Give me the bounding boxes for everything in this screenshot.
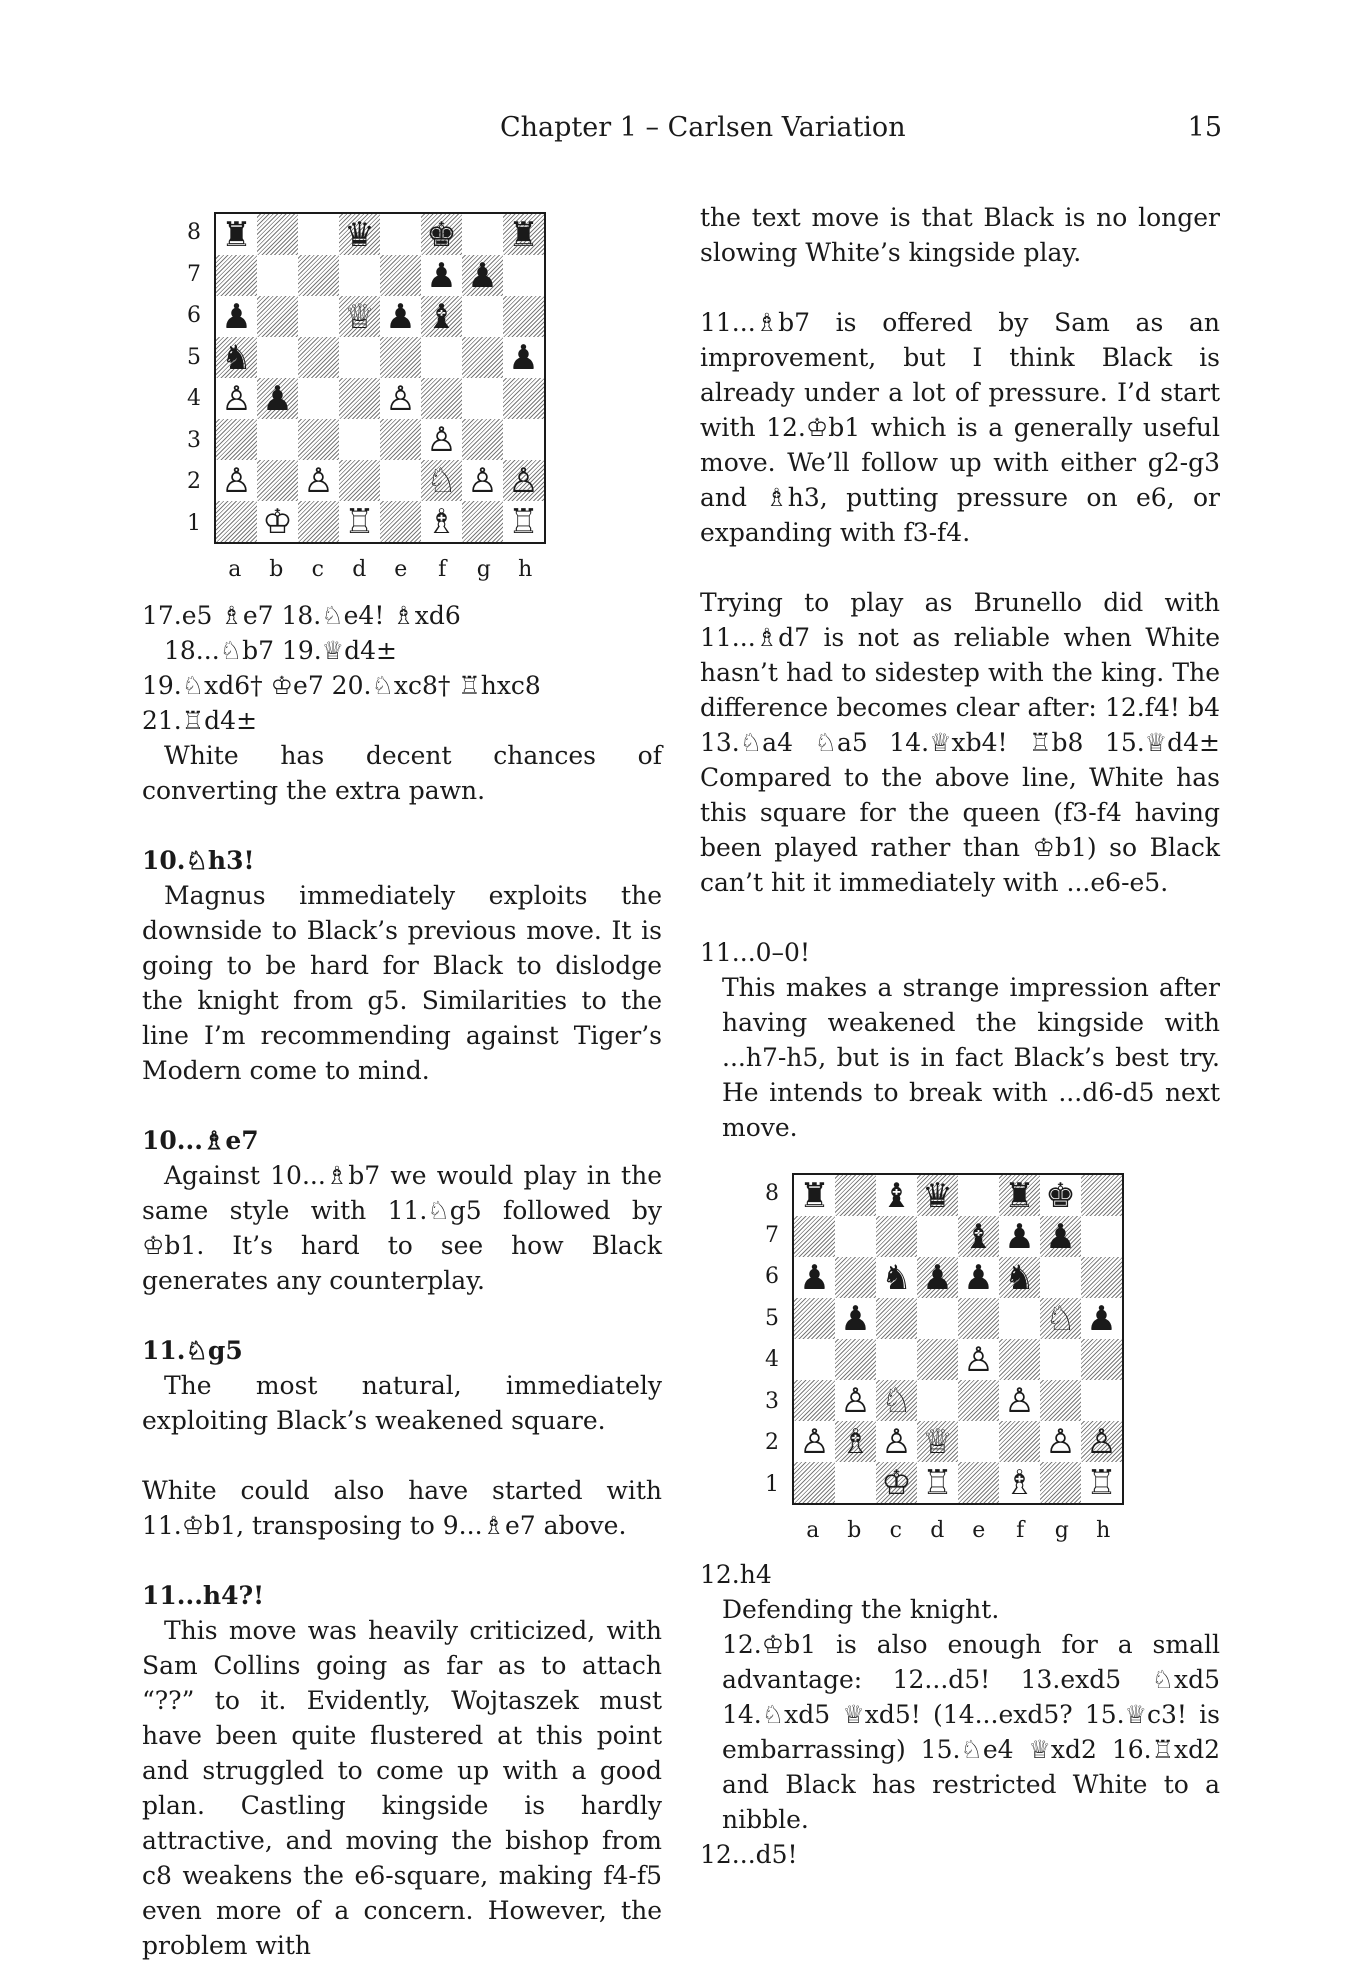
rank-label: 8 — [187, 220, 201, 245]
board-square — [1081, 1298, 1122, 1339]
right-column — [700, 200, 1220, 1872]
board-square — [380, 214, 421, 255]
chess-piece-icon: ♔ — [262, 501, 293, 542]
board-square — [835, 1462, 876, 1503]
rank-label: 1 — [187, 510, 201, 536]
chess-diagram — [762, 1173, 1117, 1553]
board-square — [999, 1462, 1040, 1503]
board-square — [876, 1298, 917, 1339]
board-square — [917, 1216, 958, 1257]
chess-piece-icon: ♙ — [1045, 1421, 1076, 1462]
board-square — [958, 1462, 999, 1503]
file-label: h — [1096, 1518, 1111, 1543]
chess-piece-icon: ♟ — [922, 1257, 953, 1298]
board-square — [257, 337, 298, 378]
comment-paragraph: This move was heavily criticized, with Sam Collins going as far as to attach “??” to it. Evidently, Wojtaszek must have been quite flustered at this point and struggled to come up with a good plan. Castling kingside is hardly attractive, and moving the bishop from c8 weakens the e6-square, making f4-f5 even more of a concern. However, the problem with — [142, 1616, 662, 1960]
chess-piece-icon: ♙ — [1004, 1380, 1035, 1421]
chess-piece-icon: ♟ — [1045, 1216, 1076, 1257]
comment-paragraph: 11...♗b7 is offered by Sam as an improvement, but I think Black is already under a lot of pressure. I’d start with 12.♔b1 which is a generally useful move. We’ll follow up with either g2-g3 and ♗h3, putting pressure on e6, or expanding with f3-f4. — [700, 308, 1220, 547]
file-label: e — [394, 557, 408, 582]
rank-label: 2 — [187, 469, 201, 494]
board-square — [503, 296, 544, 337]
chess-piece-icon: ♕ — [344, 296, 375, 337]
chess-piece-icon: ♙ — [963, 1339, 994, 1380]
board-square — [421, 255, 462, 296]
board-square — [462, 501, 503, 542]
board-square — [917, 1175, 958, 1216]
file-label: f — [438, 557, 447, 582]
rank-label: 8 — [765, 1181, 779, 1206]
board-square — [257, 296, 298, 337]
board-square — [216, 419, 257, 460]
chess-piece-icon: ♙ — [799, 1421, 830, 1462]
rank-label: 4 — [187, 386, 201, 411]
board-square — [1081, 1216, 1122, 1257]
board-square — [503, 255, 544, 296]
board-square — [794, 1175, 835, 1216]
board-square — [958, 1257, 999, 1298]
chess-piece-icon: ♟ — [426, 255, 457, 296]
board-square — [421, 501, 462, 542]
rank-label: 7 — [187, 261, 201, 287]
chess-piece-icon: ♝ — [963, 1216, 994, 1257]
board-square — [421, 296, 462, 337]
board-square — [257, 501, 298, 542]
board-square — [257, 460, 298, 501]
file-label: d — [352, 557, 367, 582]
board-square — [999, 1216, 1040, 1257]
board-square — [298, 296, 339, 337]
running-title: Chapter 1 – Carlsen Variation — [500, 112, 906, 143]
board-square — [339, 337, 380, 378]
board-square — [917, 1462, 958, 1503]
board-square — [917, 1257, 958, 1298]
chess-piece-icon: ♟ — [799, 1257, 830, 1298]
board-square — [380, 296, 421, 337]
chess-piece-icon: ♟ — [385, 296, 416, 337]
chess-piece-icon: ♞ — [881, 1257, 912, 1298]
comment-paragraph: Against 10...♗b7 we would play in the same style with 11.♘g5 followed by ♔b1. It’s hard to see how Black generates any counterplay. — [142, 1161, 662, 1295]
board-square — [1081, 1339, 1122, 1380]
board-square — [298, 460, 339, 501]
chess-piece-icon: ♙ — [881, 1421, 912, 1462]
board-square — [421, 337, 462, 378]
file-label: e — [972, 1518, 986, 1543]
board-square — [794, 1216, 835, 1257]
sub-variation-line: 18...♘b7 19.♕d4± — [164, 636, 397, 665]
board-square — [462, 255, 503, 296]
board-square — [917, 1298, 958, 1339]
comment-paragraph: 12.♔b1 is also enough for a small advantage: 12...d5! 13.exd5 ♘xd5 14.♘xd5 ♕xd5! (14...exd5? 15.♕c3! is embarrassing) 15.♘e4 ♕xd2 16.♖xd2 and Black has restricted White to a nibble. — [722, 1630, 1220, 1834]
board-square — [917, 1380, 958, 1421]
board-square — [958, 1216, 999, 1257]
board-square — [835, 1257, 876, 1298]
chess-piece-icon: ♔ — [881, 1462, 912, 1503]
board-square — [380, 255, 421, 296]
move-line: 11...0–0! — [700, 938, 811, 967]
board-square — [216, 296, 257, 337]
board-square — [1081, 1380, 1122, 1421]
board-square — [1040, 1216, 1081, 1257]
board-square — [999, 1339, 1040, 1380]
board-square — [835, 1339, 876, 1380]
chess-piece-icon: ♖ — [1086, 1462, 1117, 1503]
chess-piece-icon: ♟ — [221, 296, 252, 337]
chess-piece-icon: ♗ — [426, 501, 457, 542]
board-square — [380, 378, 421, 419]
file-label: g — [1054, 1518, 1069, 1543]
board-square — [876, 1257, 917, 1298]
board-square — [958, 1298, 999, 1339]
chess-piece-icon: ♝ — [426, 296, 457, 337]
chess-piece-icon: ♟ — [1004, 1216, 1035, 1257]
board-square — [339, 460, 380, 501]
board-square — [380, 460, 421, 501]
board-square — [216, 501, 257, 542]
file-label: b — [847, 1518, 862, 1543]
rank-label: 6 — [187, 303, 201, 328]
board-square — [216, 337, 257, 378]
file-labels — [792, 1513, 1124, 1548]
board-square — [1040, 1380, 1081, 1421]
board-square — [1040, 1421, 1081, 1462]
board-square — [380, 419, 421, 460]
board-square — [1081, 1257, 1122, 1298]
board-square — [1040, 1175, 1081, 1216]
rank-label: 3 — [187, 427, 201, 453]
board-square — [794, 1298, 835, 1339]
page-number: 15 — [1187, 112, 1222, 143]
left-column — [142, 200, 662, 1963]
chess-piece-icon: ♙ — [467, 460, 498, 501]
chess-piece-icon: ♙ — [508, 460, 539, 501]
chess-piece-icon: ♜ — [508, 214, 539, 255]
board-square — [835, 1298, 876, 1339]
move-heading: 10...♗e7 — [142, 1126, 259, 1155]
board-square — [216, 460, 257, 501]
board-square — [503, 460, 544, 501]
variation-line: 17.e5 ♗e7 18.♘e4! ♗xd6 — [142, 601, 461, 630]
chess-piece-icon: ♚ — [1045, 1175, 1076, 1216]
board-square — [794, 1462, 835, 1503]
board-square — [794, 1421, 835, 1462]
chess-piece-icon: ♜ — [221, 214, 252, 255]
board-square — [1040, 1462, 1081, 1503]
rank-labels — [184, 212, 204, 544]
board-square — [917, 1339, 958, 1380]
board-square — [876, 1216, 917, 1257]
board-square — [917, 1421, 958, 1462]
chess-piece-icon: ♟ — [963, 1257, 994, 1298]
comment-paragraph: Magnus immediately exploits the downside to Black’s previous move. It is going to be hard for Black to dislodge the knight from g5. Similarities to the line I’m recommending against Tiger’s Modern come to mind. — [142, 881, 662, 1085]
board-square — [339, 501, 380, 542]
file-labels — [214, 552, 546, 587]
move-line: 12...d5! — [700, 1840, 798, 1869]
rank-label: 5 — [187, 344, 201, 370]
board-square — [835, 1175, 876, 1216]
board-square — [876, 1380, 917, 1421]
board-square — [1040, 1257, 1081, 1298]
comment-paragraph: White has decent chances of converting the extra pawn. — [142, 741, 662, 805]
chess-piece-icon: ♜ — [1004, 1175, 1035, 1216]
board-square — [835, 1380, 876, 1421]
chess-piece-icon: ♟ — [467, 255, 498, 296]
board-square — [876, 1421, 917, 1462]
board-square — [462, 214, 503, 255]
board-square — [298, 337, 339, 378]
chess-piece-icon: ♘ — [1045, 1298, 1076, 1339]
board-square — [216, 378, 257, 419]
board-square — [1040, 1298, 1081, 1339]
board-square — [339, 296, 380, 337]
chess-piece-icon: ♞ — [221, 337, 252, 378]
board-square — [462, 378, 503, 419]
chess-piece-icon: ♛ — [922, 1175, 953, 1216]
board-square — [257, 255, 298, 296]
board-square — [794, 1257, 835, 1298]
chess-board — [214, 212, 546, 544]
comment-paragraph: Defending the knight. — [722, 1595, 1000, 1624]
file-label: h — [518, 557, 533, 582]
board-square — [257, 214, 298, 255]
board-square — [339, 419, 380, 460]
chess-piece-icon: ♘ — [881, 1380, 912, 1421]
comment-paragraph: The most natural, immediately exploiting Black’s weakened square. — [142, 1371, 662, 1435]
chess-piece-icon: ♙ — [385, 378, 416, 419]
rank-label: 5 — [765, 1305, 779, 1331]
file-label: g — [476, 557, 491, 582]
running-header — [0, 112, 1362, 152]
chess-piece-icon: ♚ — [426, 214, 457, 255]
chess-diagram — [184, 212, 539, 592]
chess-piece-icon: ♛ — [344, 214, 375, 255]
board-square — [958, 1380, 999, 1421]
board-square — [216, 255, 257, 296]
rank-label: 3 — [765, 1388, 779, 1414]
chess-piece-icon: ♙ — [221, 460, 252, 501]
chess-piece-icon: ♙ — [840, 1380, 871, 1421]
chess-piece-icon: ♟ — [508, 337, 539, 378]
board-square — [339, 378, 380, 419]
board-square — [1081, 1175, 1122, 1216]
board-square — [835, 1216, 876, 1257]
board-square — [876, 1175, 917, 1216]
chess-piece-icon: ♟ — [1086, 1298, 1117, 1339]
board-square — [1081, 1421, 1122, 1462]
chess-piece-icon: ♗ — [840, 1421, 871, 1462]
board-square — [421, 419, 462, 460]
board-square — [339, 255, 380, 296]
board-square — [1081, 1462, 1122, 1503]
board-square — [298, 214, 339, 255]
move-heading: 11...h4?! — [142, 1581, 265, 1610]
board-square — [503, 337, 544, 378]
chess-piece-icon: ♜ — [799, 1175, 830, 1216]
move-line: 12.h4 — [700, 1560, 772, 1589]
board-square — [462, 460, 503, 501]
board-square — [794, 1339, 835, 1380]
rank-label: 4 — [765, 1347, 779, 1372]
file-label: d — [930, 1518, 945, 1543]
chess-piece-icon: ♕ — [922, 1421, 953, 1462]
board-square — [958, 1421, 999, 1462]
variation-line: 19.♘xd6† ♔e7 20.♘xc8† ♖hxc8 21.♖d4± — [142, 671, 541, 735]
board-square — [503, 419, 544, 460]
board-square — [462, 296, 503, 337]
board-square — [380, 337, 421, 378]
chess-piece-icon: ♝ — [881, 1175, 912, 1216]
board-square — [999, 1298, 1040, 1339]
board-square — [503, 378, 544, 419]
board-square — [462, 337, 503, 378]
comment-paragraph: White could also have started with 11.♔b1, transposing to 9...♗e7 above. — [142, 1476, 662, 1540]
board-square — [380, 501, 421, 542]
board-square — [421, 378, 462, 419]
chess-piece-icon: ♖ — [922, 1462, 953, 1503]
board-square — [958, 1175, 999, 1216]
board-square — [999, 1175, 1040, 1216]
board-square — [835, 1421, 876, 1462]
board-square — [421, 214, 462, 255]
move-heading: 11.♘g5 — [142, 1336, 243, 1365]
comment-paragraph: Trying to play as Brunello did with 11...♗d7 is not as reliable when White hasn’t had to sidestep with the king. The difference becomes clear after: 12.f4! b4 13.♘a4 ♘a5 14.♕xb4! ♖b8 15.♕d4± Compared to the above line, White has this square for the queen (f3-f4 having been played rather than ♔b1) so Black can’t hit it immediately with ...e6-e5. — [700, 588, 1220, 897]
chess-piece-icon: ♙ — [303, 460, 334, 501]
file-label: c — [311, 557, 324, 582]
file-label: c — [889, 1518, 902, 1543]
chess-piece-icon: ♟ — [262, 378, 293, 419]
board-square — [298, 255, 339, 296]
file-label: b — [269, 557, 284, 582]
rank-labels — [762, 1173, 782, 1505]
chess-piece-icon: ♙ — [1086, 1421, 1117, 1462]
board-square — [503, 501, 544, 542]
board-square — [339, 214, 380, 255]
file-label: f — [1016, 1518, 1025, 1543]
move-heading: 10.♘h3! — [142, 846, 255, 875]
chess-piece-icon: ♞ — [1004, 1257, 1035, 1298]
board-square — [216, 214, 257, 255]
board-square — [257, 419, 298, 460]
board-square — [421, 460, 462, 501]
comment-paragraph: the text move is that Black is no longer slowing White’s kingside play. — [700, 203, 1220, 267]
board-square — [876, 1462, 917, 1503]
chess-piece-icon: ♖ — [344, 501, 375, 542]
chess-piece-icon: ♘ — [426, 460, 457, 501]
rank-label: 6 — [765, 1264, 779, 1289]
board-square — [999, 1380, 1040, 1421]
chess-piece-icon: ♖ — [508, 501, 539, 542]
rank-label: 1 — [765, 1471, 779, 1497]
board-square — [503, 214, 544, 255]
board-square — [298, 419, 339, 460]
board-square — [298, 378, 339, 419]
chess-piece-icon: ♟ — [840, 1298, 871, 1339]
chess-piece-icon: ♙ — [426, 419, 457, 460]
comment-paragraph: This makes a strange impression after having weakened the kingside with ...h7-h5, but is in fact Black’s best try. He intends to break with ...d6-d5 next move. — [722, 973, 1220, 1142]
chess-piece-icon: ♗ — [1004, 1462, 1035, 1503]
file-label: a — [228, 557, 242, 582]
board-square — [257, 378, 298, 419]
board-square — [999, 1421, 1040, 1462]
chess-piece-icon: ♙ — [221, 378, 252, 419]
board-square — [794, 1380, 835, 1421]
file-label: a — [806, 1518, 820, 1543]
board-square — [999, 1257, 1040, 1298]
rank-label: 7 — [765, 1222, 779, 1248]
board-square — [1040, 1339, 1081, 1380]
rank-label: 2 — [765, 1430, 779, 1455]
board-square — [876, 1339, 917, 1380]
board-square — [462, 419, 503, 460]
chess-board — [792, 1173, 1124, 1505]
board-square — [958, 1339, 999, 1380]
board-square — [298, 501, 339, 542]
